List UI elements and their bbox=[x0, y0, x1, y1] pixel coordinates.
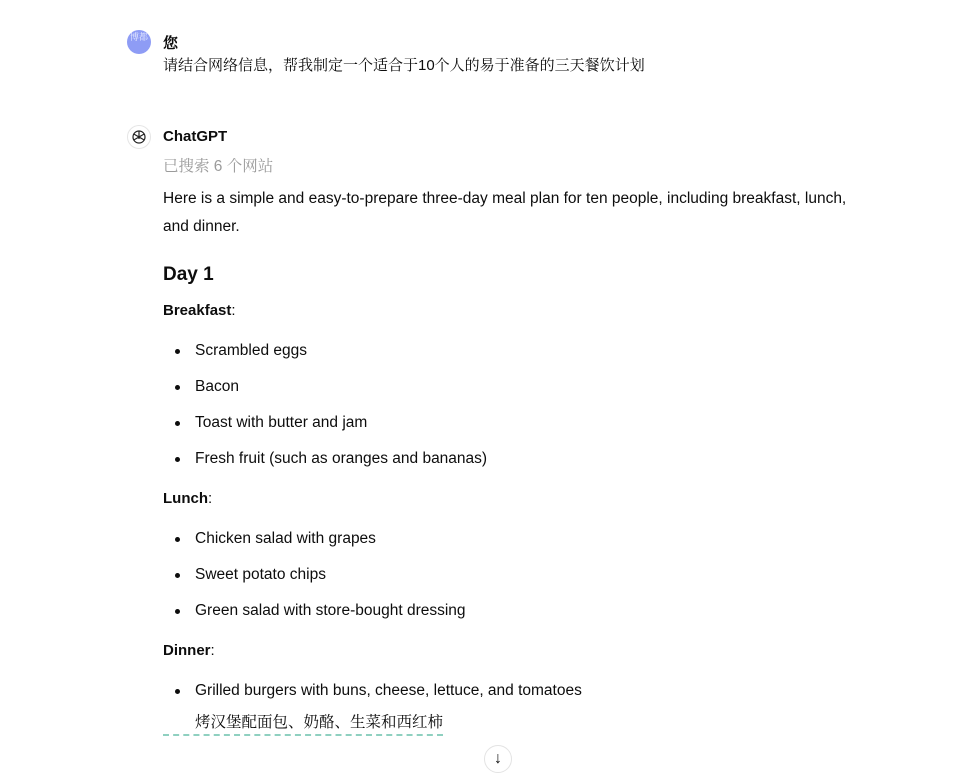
meal-label-lunch: Lunch: bbox=[163, 490, 213, 507]
lunch-list bbox=[163, 525, 863, 625]
search-status[interactable]: 已搜索 6 个网站 bbox=[163, 158, 274, 175]
assistant-name: ChatGPT bbox=[163, 128, 228, 145]
list-item: Bacon bbox=[163, 373, 863, 401]
openai-logo-icon bbox=[127, 125, 151, 149]
translation-text[interactable]: 烤汉堡配面包、奶酪、生菜和西红柿 bbox=[163, 712, 443, 736]
meal-label-dinner: Dinner: bbox=[163, 642, 215, 659]
day-heading: Day 1 bbox=[163, 264, 214, 285]
user-message-text: 请结合网络信息，帮我制定一个适合于10个人的易于准备的三天餐饮计划 bbox=[163, 57, 645, 74]
list-item: Chicken salad with grapes bbox=[163, 525, 863, 553]
dinner-list bbox=[163, 677, 863, 705]
list-item: Sweet potato chips bbox=[163, 561, 863, 589]
list-item: Grilled burgers with buns, cheese, lettuce, and tomatoes bbox=[163, 677, 863, 705]
user-avatar[interactable]: 博都 bbox=[127, 30, 151, 54]
list-item: Fresh fruit (such as oranges and bananas) bbox=[163, 445, 863, 473]
list-item: Green salad with store-bought dressing bbox=[163, 597, 863, 625]
list-item: Toast with butter and jam bbox=[163, 409, 863, 437]
breakfast-list bbox=[163, 337, 863, 473]
user-name: 您 bbox=[163, 35, 179, 52]
scroll-down-button[interactable] bbox=[484, 745, 512, 773]
meal-label-breakfast: Breakfast: bbox=[163, 302, 236, 319]
intro-text: Here is a simple and easy-to-prepare three-day meal plan for ten people, including breakfast, lunch, and dinner. bbox=[163, 190, 847, 235]
list-item: Scrambled eggs bbox=[163, 337, 863, 365]
arrow-down-icon: ↓ bbox=[494, 750, 502, 767]
